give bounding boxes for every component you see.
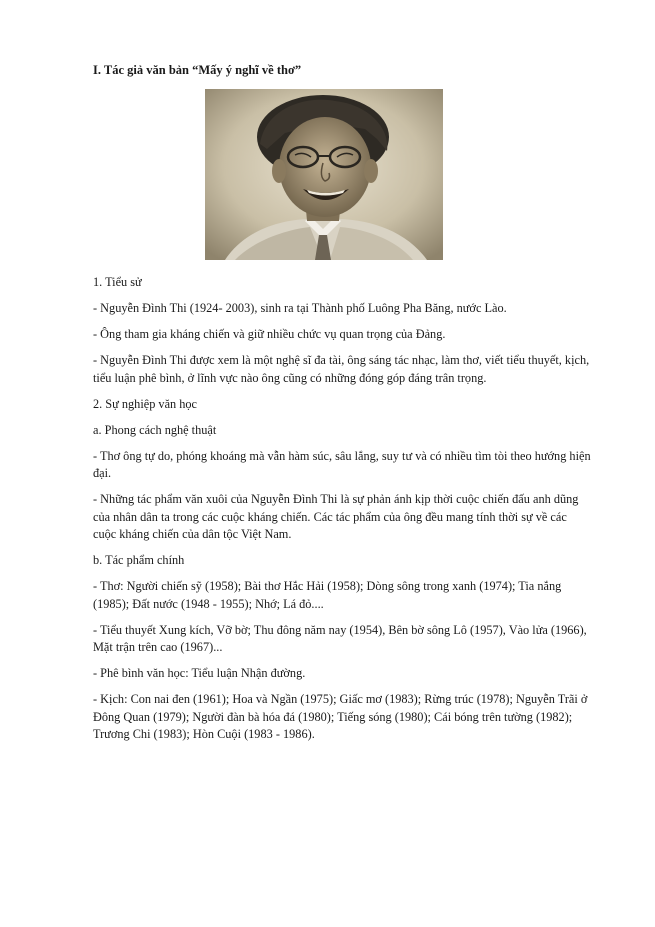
paragraph: - Những tác phẩm văn xuôi của Nguyễn Đình Thi là sự phản ánh kịp thời cuộc chiến đấu anh dũng của nhân dân ta trong các cuộc kháng chiến. Các tác phẩm của ông đều mang tính thời sự về các cuộc kháng chiến của dân tộc Việt Nam.	[93, 492, 579, 541]
section-heading: I. Tác giả văn bản “Mấy ý nghĩ về thơ”	[93, 63, 302, 77]
document-body	[93, 274, 593, 752]
paragraph: - Kịch: Con nai đen (1961); Hoa và Ngần (1975); Giấc mơ (1983); Rừng trúc (1978); Nguyễn Trãi ở Đông Quan (1979); Người đàn bà hóa đá (1980); Tiếng sóng (1980); Cái bóng trên tường (1982); Trương Chi (1983); Hòn Cuội (1983 - 1986).	[93, 692, 588, 741]
subheading-career: 2. Sự nghiệp văn học	[93, 396, 198, 411]
paragraph: - Thơ ông tự do, phóng khoáng mà vẫn hàm súc, sâu lắng, suy tư và có nhiều tìm tòi theo hướng hiện đại.	[93, 448, 591, 480]
portrait-photo	[205, 89, 443, 260]
paragraph: - Ông tham gia kháng chiến và giữ nhiều chức vụ quan trọng của Đảng.	[93, 327, 446, 341]
portrait-photo-icon	[205, 89, 443, 260]
paragraph: - Phê bình văn học: Tiểu luận Nhận đường.	[93, 666, 306, 680]
paragraph: - Tiểu thuyết Xung kích, Vỡ bờ; Thu đông năm nay (1954), Bên bờ sông Lô (1957), Vào lửa (1966), Mặt trận trên cao (1967)...	[93, 622, 587, 654]
subheading-style: a. Phong cách nghệ thuật	[93, 422, 217, 437]
paragraph: - Thơ: Người chiến sỹ (1958); Bài thơ Hắc Hải (1958); Dòng sông trong xanh (1974); Tia nắng (1985); Đất nước (1948 - 1955); Nhớ; Lá đỏ....	[93, 579, 562, 611]
subheading-biography: 1. Tiểu sử	[93, 275, 142, 289]
paragraph: - Nguyễn Đình Thi được xem là một nghệ sĩ đa tài, ông sáng tác nhạc, làm thơ, viết tiểu thuyết, kịch, tiểu luận phê bình, ở lĩnh vực nào ông cũng có những đóng góp đáng trân trọng.	[93, 353, 590, 385]
subheading-works: b. Tác phẩm chính	[93, 553, 185, 567]
paragraph: - Nguyễn Đình Thi (1924- 2003), sinh ra tại Thành phố Luông Pha Băng, nước Lào.	[93, 301, 507, 315]
